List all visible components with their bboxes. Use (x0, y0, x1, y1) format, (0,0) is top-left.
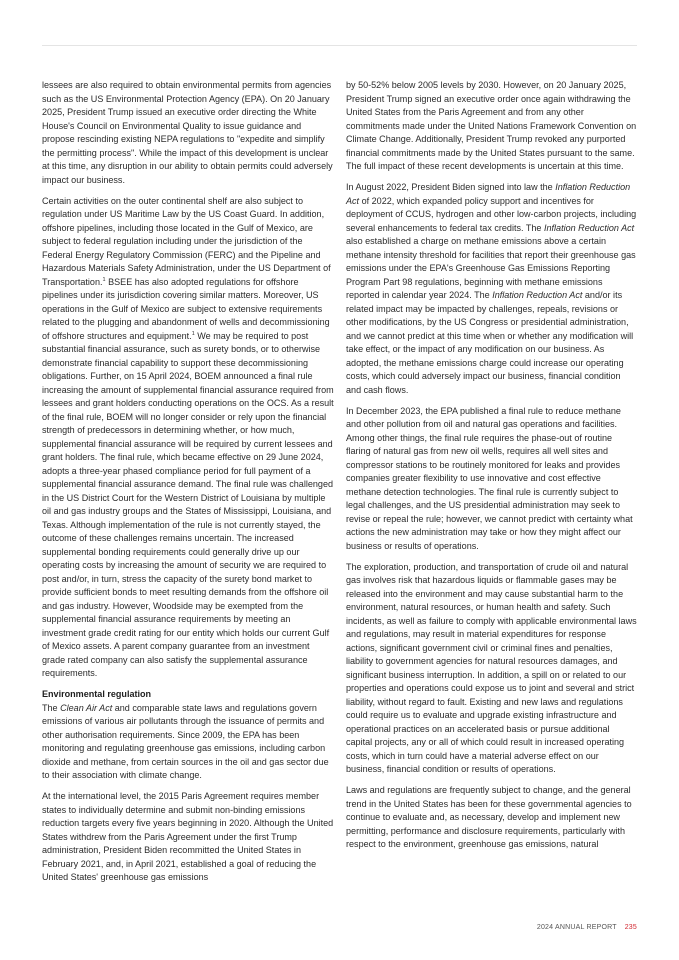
page-number: 235 (624, 924, 637, 931)
paragraph-offshore-regulation: Certain activities on the outer continental shelf are also subject to regulation under US Maritime Law by the US Coast Guard. In addition, offshore pipelines, including those located in the Gulf of Mexico, are subject to federal regulation including under the jurisdiction of the Federal Energy Regulatory Commission (FERC) and the Pipeline and Hazardous Materials Safety Administration, under the US Department of Transportation.$^1$ BSEE has also adopted regulations for offshore pipelines under its jurisdiction covering similar matters. Moreover, US operations in the Gulf of Mexico are subject to extensive requirements related to the plugging and abandonment of wells and decommissioning of offshore structures and equipment.$^1$ We may be required to post substantial financial assurance, such as surety bonds, or to otherwise demonstrate financial capability to support these decommissioning obligations. Further, on 15 April 2024, BOEM announced a final rule increasing the amount of supplemental financial assurance required from lessees and grant holders conducting operations on the OCS. As a result of the final rule, BOEM will no longer consider or rely upon the financial strength of predecessors in determining whether, or how much, supplemental financial assurance will be required by current lessees and grant holders. The final rule, which became effective on 29 June 2024, adopts a three-year phased compliance period for full payment of a supplemental financial assurance demand. The final rule was challenged in the US District Court for the Western District of Louisiana by multiple oil and gas industry groups and the States of Mississippi, Louisiana, and Texas. Although implementation of the rule is not currently stayed, the outcome of these challenges remains uncertain. The increased supplemental bonding requirements could generally drive up our operating costs by increasing the amount of security we are required to post and/or, in turn, stress the capacity of the surety bond market to provide sufficient bonds to meet resulting demands from the offshore oil and gas industry. However, Woodside may be exempted from the supplemental financial assurance requirements by meeting an investment grade credit rating for our entity which holds our current Gulf of Mexico assets. A parent company guarantee from an investment grade rated company can also satisfy the supplemental assurance requirements. (42, 195, 334, 679)
paragraph-methane-rule: In December 2023, the EPA published a final rule to reduce methane and other pollution from oil and natural gas operations and facilities. Among other things, the final rule requires the phase-out of routine flaring of natural gas from new oil wells, requires all well sites and compressor stations to be routinely monitored for leaks and provides companies greater flexibility to use innovative and cost effective methane detection technologies. The final rule is currently subject to legal challenges, and the US presidential administration may seek to revise or repeal the rule; however, we cannot predict with certainty what actions the new administration may take or how they might affect our business or results of operations. (346, 405, 633, 551)
footnote-ref: 1 (191, 330, 195, 337)
paragraph-clean-air-act: The Clean Air Act and comparable state laws and regulations govern emissions of various air pollutants through the issuance of permits and other authorisation requirements. Since 2009, the EPA has been monitoring and regulating greenhouse gas emissions, including carbon dioxide and methane, from certain sources in the oil and gas sector due to their association with climate change. (42, 702, 329, 781)
report-title: 2024 ANNUAL REPORT (536, 924, 617, 931)
footnote-ref: 1 (102, 276, 106, 283)
paragraph-inflation-reduction-act: In August 2022, President Biden signed into law the Inflation Reduction Act of 2022, which expanded policy support and incentives for deployment of CCUS, hydrogen and other low-carbon projects, including several enhancements to federal tax credits. The Inflation Reduction Act also established a charge on methane emissions above a certain methane intensity threshold for facilities that report their greenhouse gas emissions under the EPA's Greenhouse Gas Emissions Reporting Program Part 98 regulations, beginning with methane emissions reported in calendar year 2024. The Inflation Reduction Act and/or its related impact may be impacted by challenges, repeals, revisions or other modifications, by the US Congress or presidential administration, and we cannot predict at this time when or whether any modification will take effect, or the impact of any modification on our business. As adopted, the methane emissions charge could increase our operating costs, which could adversely impact our business, financial condition and cash flows. (346, 182, 637, 395)
header-rule (42, 45, 637, 46)
paragraph-laws-change: Laws and regulations are frequently subject to change, and the general trend in the United States has been for these governmental agencies to continue to evaluate and, as necessary, develop and implement new permitting, performance and disclosure requirements, particularly with respect to the environment, greenhouse gas emissions, natural (346, 785, 632, 850)
section-heading-environmental-regulation: Environmental regulation (42, 689, 152, 700)
left-column (42, 79, 334, 892)
paragraph-spill-risk: The exploration, production, and transportation of crude oil and natural gas involves risk that hazardous liquids or flammable gases may be released into the environment and may cause substantial harm to the environment, natural resources, or human health and safety. Such incidents, as well as failure to comply with applicable environmental laws and regulations, may result in material expenditures for response actions, significant government civil or criminal fines and penalties, liability to government agencies for natural resources damages, and significant business interruption. In addition, a spill on or related to our properties and operations could expose us to joint and several and strict liability, without regard to fault. Existing and new laws and regulations could require us to evaluate and upgrade existing infrastructure and operational practices on an accelerated basis or pursue additional capital projects, any or all of which could result in increased operating costs, which in turn could have a material adverse effect on our business, financial condition or results of operations. (346, 561, 637, 775)
paragraph-paris-agreement: At the international level, the 2015 Paris Agreement requires member states to individually determine and submit non-binding emissions reduction targets every five years beginning in 2020. Although the United States withdrew from the Paris Agreement under the first Trump administration, President Biden recommitted the United States in February 2021, and, in April 2021, established a goal of reducing the United States' greenhouse gas emissions (42, 791, 334, 883)
paragraph-paris-withdrawal: by 50-52% below 2005 levels by 2030. However, on 20 January 2025, President Trump signed an executive order once again withdrawing the United States from the Paris Agreement and from any other commitments made under the United Nations Framework Convention on Climate Change. Additionally, President Trump revoked any purported financial commitments made by the United States pursuant to the same. The full impact of these recent developments is uncertain at this time. (346, 80, 637, 171)
right-column (346, 79, 638, 859)
page-footer (537, 924, 637, 931)
paragraph-permits: lessees are also required to obtain environmental permits from agencies such as the US Environmental Protection Agency (EPA). On 20 January 2025, President Trump issued an executive order directing the White House's Council on Environmental Quality to issue guidance and propose rescinding existing NEPA regulations to "expedite and simplify the permitting process". While the impact of this development is unclear at this time, any disruption in our ability to obtain permits could adversely impact our business. (42, 80, 333, 185)
